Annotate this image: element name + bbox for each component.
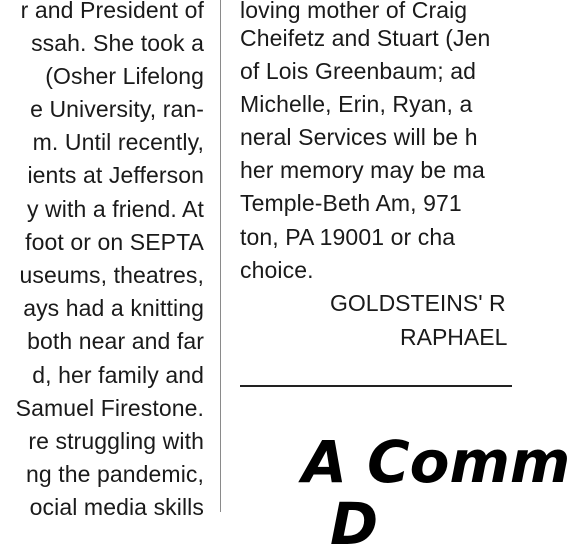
obituary-text-line: (Osher Lifelong bbox=[45, 63, 204, 89]
obituary-text-line: r and President of bbox=[20, 0, 204, 23]
obituary-column-right bbox=[240, 0, 570, 558]
obituary-text-line: useums, theatres, bbox=[19, 262, 204, 288]
obituary-text-line: of Lois Greenbaum; ad bbox=[240, 58, 477, 84]
obituary-text-line: ays had a knitting bbox=[23, 295, 204, 321]
obituary-text-line: Michelle, Erin, Ryan, a bbox=[240, 91, 473, 117]
obituary-text-line: choice. bbox=[240, 257, 314, 283]
obituary-text-line: foot or on SEPTA bbox=[25, 229, 204, 255]
obituary-text-line: d, her family and bbox=[32, 362, 204, 388]
obituary-column-left bbox=[0, 0, 204, 520]
obituary-text-line: Cheifetz and Stuart (Jen bbox=[240, 25, 491, 51]
funeral-home-signature: RAPHAEL bbox=[400, 324, 508, 350]
obituary-text-line: re struggling with bbox=[28, 428, 204, 454]
obituary-text-line: ocial media skills bbox=[29, 494, 204, 520]
obituary-text-line: ng the pandemic, bbox=[25, 461, 204, 487]
obituary-text-line: e University, ran- bbox=[30, 96, 204, 122]
obituary-text-line: loving mother of Craig bbox=[240, 0, 468, 23]
obituary-text-line: Samuel Firestone. bbox=[15, 395, 204, 421]
funeral-home-signature: GOLDSTEINS' R bbox=[330, 290, 506, 316]
obituary-text-line: her memory may be ma bbox=[240, 157, 485, 183]
obituary-text-line: y with a friend. At bbox=[26, 196, 204, 222]
advertisement-headline: D bbox=[330, 490, 379, 558]
section-divider bbox=[240, 385, 512, 387]
obituary-text-line: ients at Jefferson bbox=[27, 162, 204, 188]
obituary-text-line: ton, PA 19001 or cha bbox=[240, 224, 456, 250]
obituary-text-line: Temple-Beth Am, 971 bbox=[240, 190, 462, 216]
obituary-text-line: ssah. She took a bbox=[31, 30, 204, 56]
obituary-text-line: neral Services will be h bbox=[240, 124, 478, 150]
column-divider bbox=[220, 0, 221, 512]
obituary-text-line: both near and far bbox=[27, 328, 204, 354]
advertisement-headline: A Comm bbox=[302, 428, 570, 496]
obituary-text-line: m. Until recently, bbox=[32, 129, 204, 155]
